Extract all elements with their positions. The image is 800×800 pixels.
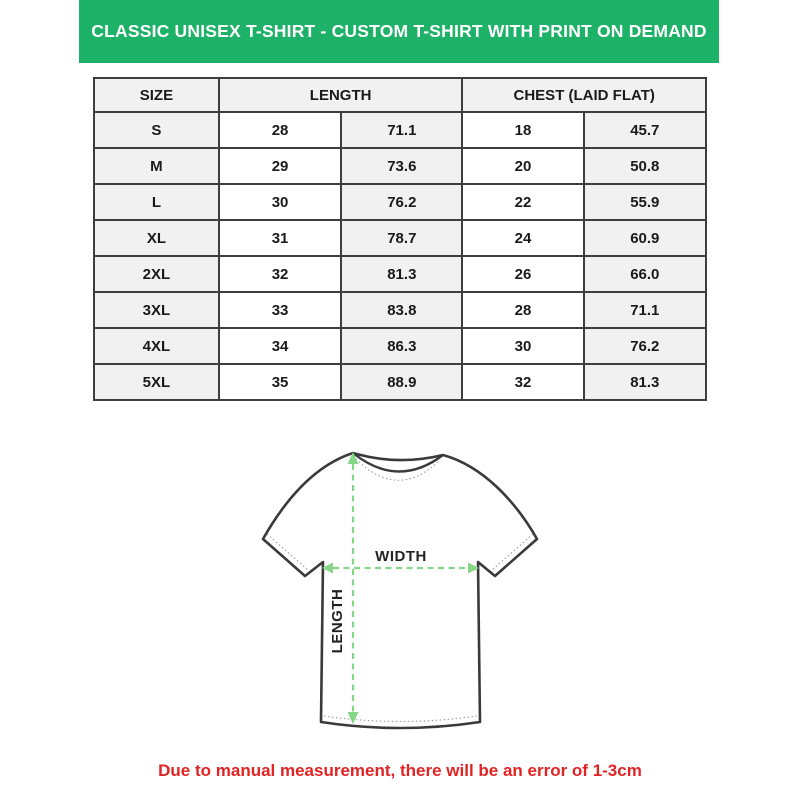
chest-cm: 45.7 (584, 112, 706, 148)
table-row (94, 364, 706, 400)
chest-in: 28 (462, 292, 583, 328)
product-title-banner (79, 0, 719, 63)
header-chest: CHEST (LAID FLAT) (462, 78, 706, 112)
chest-in: 20 (462, 148, 583, 184)
header-length: LENGTH (219, 78, 463, 112)
size-label: S (94, 112, 219, 148)
length-cm: 86.3 (341, 328, 462, 364)
length-in: 28 (219, 112, 341, 148)
length-label: LENGTH (329, 588, 346, 654)
length-in: 30 (219, 184, 341, 220)
chest-cm: 76.2 (584, 328, 706, 364)
chest-cm: 66.0 (584, 256, 706, 292)
header-size: SIZE (94, 78, 219, 112)
table-row (94, 292, 706, 328)
chest-cm: 55.9 (584, 184, 706, 220)
length-in: 33 (219, 292, 341, 328)
measurement-disclaimer: Due to manual measurement, there will be an error of 1-3cm (158, 761, 642, 780)
table-row (94, 220, 706, 256)
length-cm: 88.9 (341, 364, 462, 400)
chest-in: 26 (462, 256, 583, 292)
product-title: CLASSIC UNISEX T-SHIRT - CUSTOM T-SHIRT WITH PRINT ON DEMAND (91, 21, 707, 41)
size-label: 5XL (94, 364, 219, 400)
size-label: 4XL (94, 328, 219, 364)
length-cm: 83.8 (341, 292, 462, 328)
chest-in: 24 (462, 220, 583, 256)
length-cm: 78.7 (341, 220, 462, 256)
size-label: XL (94, 220, 219, 256)
tshirt-outline (263, 453, 537, 728)
size-label: 3XL (94, 292, 219, 328)
length-in: 34 (219, 328, 341, 364)
length-in: 35 (219, 364, 341, 400)
table-row (94, 184, 706, 220)
size-label: M (94, 148, 219, 184)
size-chart-table (93, 77, 707, 401)
length-in: 29 (219, 148, 341, 184)
size-label: 2XL (94, 256, 219, 292)
table-row (94, 256, 706, 292)
table-row (94, 148, 706, 184)
chest-in: 18 (462, 112, 583, 148)
table-row (94, 112, 706, 148)
table-header-row (94, 78, 706, 112)
length-in: 31 (219, 220, 341, 256)
chest-in: 22 (462, 184, 583, 220)
tshirt-measurement-diagram (230, 430, 570, 760)
chest-cm: 71.1 (584, 292, 706, 328)
size-label: L (94, 184, 219, 220)
chest-cm: 81.3 (584, 364, 706, 400)
length-cm: 71.1 (341, 112, 462, 148)
length-cm: 73.6 (341, 148, 462, 184)
table-row (94, 328, 706, 364)
length-cm: 81.3 (341, 256, 462, 292)
width-label: WIDTH (375, 548, 427, 565)
length-cm: 76.2 (341, 184, 462, 220)
chest-in: 32 (462, 364, 583, 400)
chest-cm: 60.9 (584, 220, 706, 256)
length-in: 32 (219, 256, 341, 292)
chest-in: 30 (462, 328, 583, 364)
chest-cm: 50.8 (584, 148, 706, 184)
